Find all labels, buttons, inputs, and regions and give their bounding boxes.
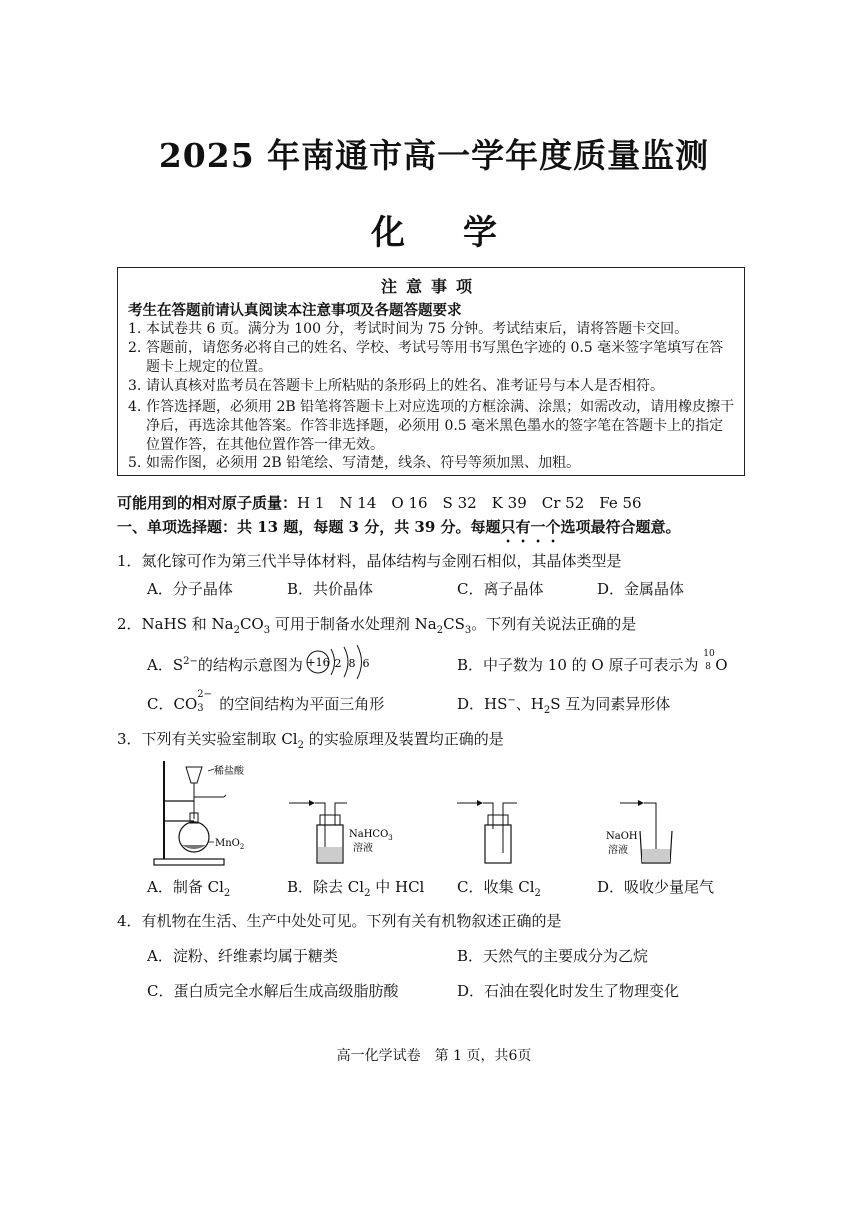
electron-count: 6 [362, 657, 370, 670]
notice-item-number: 5. [128, 455, 142, 471]
option-text: B．中子数为 10 的 O 原子可表示为 [457, 656, 704, 674]
solution-fill [642, 849, 670, 862]
separatory-funnel [186, 767, 202, 783]
exam-title: 2025 年南通市高一学年度质量监测 [158, 136, 710, 175]
stand-base [154, 859, 224, 865]
bottle-stopper [488, 815, 508, 825]
option-text: 、H [515, 695, 544, 713]
apparatus-b-gas-washing-bottle [287, 795, 407, 869]
question-1-option-b: B．共价晶体 [287, 580, 374, 598]
notice-intro: 考生在答题前请认真阅读本注意事项及各题答题要求 [128, 302, 462, 319]
solution-fill [318, 847, 342, 862]
notice-heading: 注意事项 [380, 277, 481, 296]
question-1-stem: 1．氮化镓可作为第三代半导体材料，晶体结构与金刚石相似，其晶体类型是 [117, 552, 622, 570]
ion-notation [197, 689, 219, 714]
option-text: B．除去 Cl [287, 878, 365, 896]
option-text: A．S [147, 656, 184, 674]
question-3-option-a [147, 876, 230, 899]
notice-item-text: 答题前，请您务必将自己的姓名、学校、考试号等用书写黑色字迹的 0.5 毫米签字笔填写在答题卡上规定的位置。 [146, 340, 724, 375]
solution-label: 溶液 [353, 843, 373, 854]
stem-part: 。下列有关说法正确的是 [471, 615, 637, 633]
option-text: 中 HCl [370, 878, 425, 896]
electron-shell-arc [357, 645, 362, 679]
option-text: C．收集 Cl [457, 878, 535, 896]
notice-item-text: 如需作图，必须用 2B 铅笔绘、写清楚，线条、符号等须加黑、加粗。 [146, 455, 581, 471]
notice-item-number: 1. [128, 321, 142, 337]
inlet-arrowhead [477, 800, 483, 806]
element-symbol: O [715, 656, 728, 674]
subscript: 3 [263, 625, 271, 636]
notice-item-text: 作答选择题，必须用 2B 铅笔将答题卡上对应选项的方框涂满、涂黑；如需改动，请用橡皮擦干净后，再选涂其他答案。作答非选择题，必须用 0.5 毫米黑色墨水的签字笔在答题卡上的指定位置作答，在其他位置作答一律无效。 [146, 399, 735, 453]
option-text: S 互为同素异形体 [550, 695, 671, 713]
atomic-masses-label: 可能用到的相对原子质量： [117, 494, 298, 512]
inlet-arrowhead [309, 800, 315, 806]
option-text: A．制备 Cl [147, 878, 224, 896]
sulfur-ion-structure-diagram [305, 641, 385, 683]
question-3-stem [117, 728, 504, 751]
inlet-arrowhead [638, 800, 644, 806]
naoh-label: NaOH [606, 831, 638, 842]
stem-part: 3．下列有关实验室制取 Cl [117, 730, 298, 748]
question-4-option-c: C．蛋白质完全水解后生成高级脂肪酸 [147, 982, 399, 1000]
apparatus-c-gas-collection-bottle [455, 795, 545, 869]
outlet-tube [503, 803, 517, 853]
subscript: 3 [464, 625, 472, 636]
option-text: D．HS [457, 695, 508, 713]
question-4-option-b: B．天然气的主要成分为乙烷 [457, 947, 649, 965]
nahco3-label [349, 829, 393, 842]
subscript: 2 [364, 888, 371, 899]
notice-item [128, 320, 736, 339]
atomic-masses-line [117, 492, 642, 513]
question-2-option-d [457, 693, 670, 716]
page-footer: 高一化学试卷 第 1 页，共6页 [336, 1048, 532, 1064]
subject-title: 化学 [371, 213, 555, 253]
question-3-option-c [457, 876, 541, 899]
nuclide-notation [703, 649, 715, 672]
hydrochloric-acid-label: 稀盐酸 [214, 766, 244, 777]
apparatus-d-tail-gas-absorber [600, 795, 720, 869]
question-2-option-b [457, 649, 728, 675]
stem-part: CO [239, 615, 264, 633]
question-1-option-c: C．离子晶体 [457, 580, 544, 598]
option-text: C．CO [147, 695, 198, 713]
reagent-fill [182, 845, 206, 849]
superscript: − [507, 695, 516, 706]
notice-box [117, 267, 745, 476]
nahco3-subscript: 3 [388, 834, 393, 842]
gas-bottle [485, 825, 511, 863]
subscript: 2 [534, 888, 541, 899]
question-3-option-d: D．吸收少量尾气 [597, 878, 715, 896]
bottle-stopper [320, 815, 340, 825]
subscript: 2 [297, 740, 304, 751]
option-text: 的空间结构为平面三角形 [219, 695, 385, 713]
electron-count: 8 [348, 657, 356, 670]
section-heading [117, 516, 681, 546]
superscript: 2− [183, 656, 198, 667]
notice-item [128, 377, 736, 396]
stem-part: 可用于制备水处理剂 Na [270, 615, 437, 633]
apparatus-a-chlorine-generator [150, 757, 270, 869]
mno2-subscript: 2 [239, 843, 245, 851]
mass-number: 10 [703, 649, 715, 659]
electron-count: 2 [334, 657, 342, 670]
notice-item-number: 2. [128, 340, 142, 356]
question-3-option-b [287, 876, 424, 899]
stem-part: 的实验原理及装置均正确的是 [303, 730, 504, 748]
delivery-tube [224, 795, 226, 797]
nucleus-charge: +16 [306, 656, 330, 669]
section-tail: 选项最符合题意。 [560, 518, 681, 536]
mno2-label [215, 838, 244, 851]
atomic-masses-values: H 1 N 14 O 16 S 32 K 39 Cr 52 Fe 56 [297, 494, 642, 512]
question-4-option-a: A．淀粉、纤维素均属于糖类 [147, 947, 338, 965]
notice-item [128, 339, 736, 377]
section-emphasis: 只有一个 [500, 518, 561, 536]
option-text: 的结构示意图为 [197, 656, 303, 674]
notice-item-text: 本试卷共 6 页。满分为 100 分，考试时间为 75 分钟。考试结束后，请将答题卡交回。 [146, 321, 689, 337]
question-4-option-d: D．石油在裂化时发生了物理变化 [457, 982, 680, 1000]
notice-item [128, 454, 736, 473]
subscript: 2 [233, 625, 240, 636]
question-2-option-a [147, 654, 303, 675]
delivery-tube [644, 803, 656, 855]
stem-part: 2．NaHS 和 Na [117, 615, 234, 633]
nahco3-text: NaHCO [349, 829, 389, 840]
solution-label: 溶液 [608, 845, 628, 856]
electron-shell-arc [344, 647, 348, 677]
stem-part: CS [443, 615, 465, 633]
subscript: 2 [436, 625, 444, 636]
outlet-tube [335, 803, 347, 825]
superscript: 2− [197, 689, 213, 700]
question-1-option-d: D．金属晶体 [597, 580, 685, 598]
question-1-option-a: A．分子晶体 [147, 580, 233, 598]
atomic-number: 8 [705, 662, 711, 672]
subscript: 3 [197, 703, 204, 714]
notice-item-number: 3. [128, 378, 142, 394]
notice-item [128, 398, 736, 455]
question-2-option-c [147, 689, 385, 714]
notice-item-text: 请认真核对监考员在答题卡上所粘贴的条形码上的姓名、准考证号与本人是否相符。 [146, 378, 664, 394]
question-4-stem: 4．有机物在生活、生产中处处可见。下列有关有机物叙述正确的是 [117, 912, 562, 930]
notice-item-number: 4. [128, 399, 142, 415]
section-lead: 一、单项选择题：共 13 题，每题 3 分，共 39 分。每题 [117, 518, 501, 536]
subscript: 2 [543, 705, 551, 716]
question-2-stem [117, 613, 636, 636]
mno2-text: MnO [215, 838, 240, 849]
subscript: 2 [223, 888, 231, 899]
